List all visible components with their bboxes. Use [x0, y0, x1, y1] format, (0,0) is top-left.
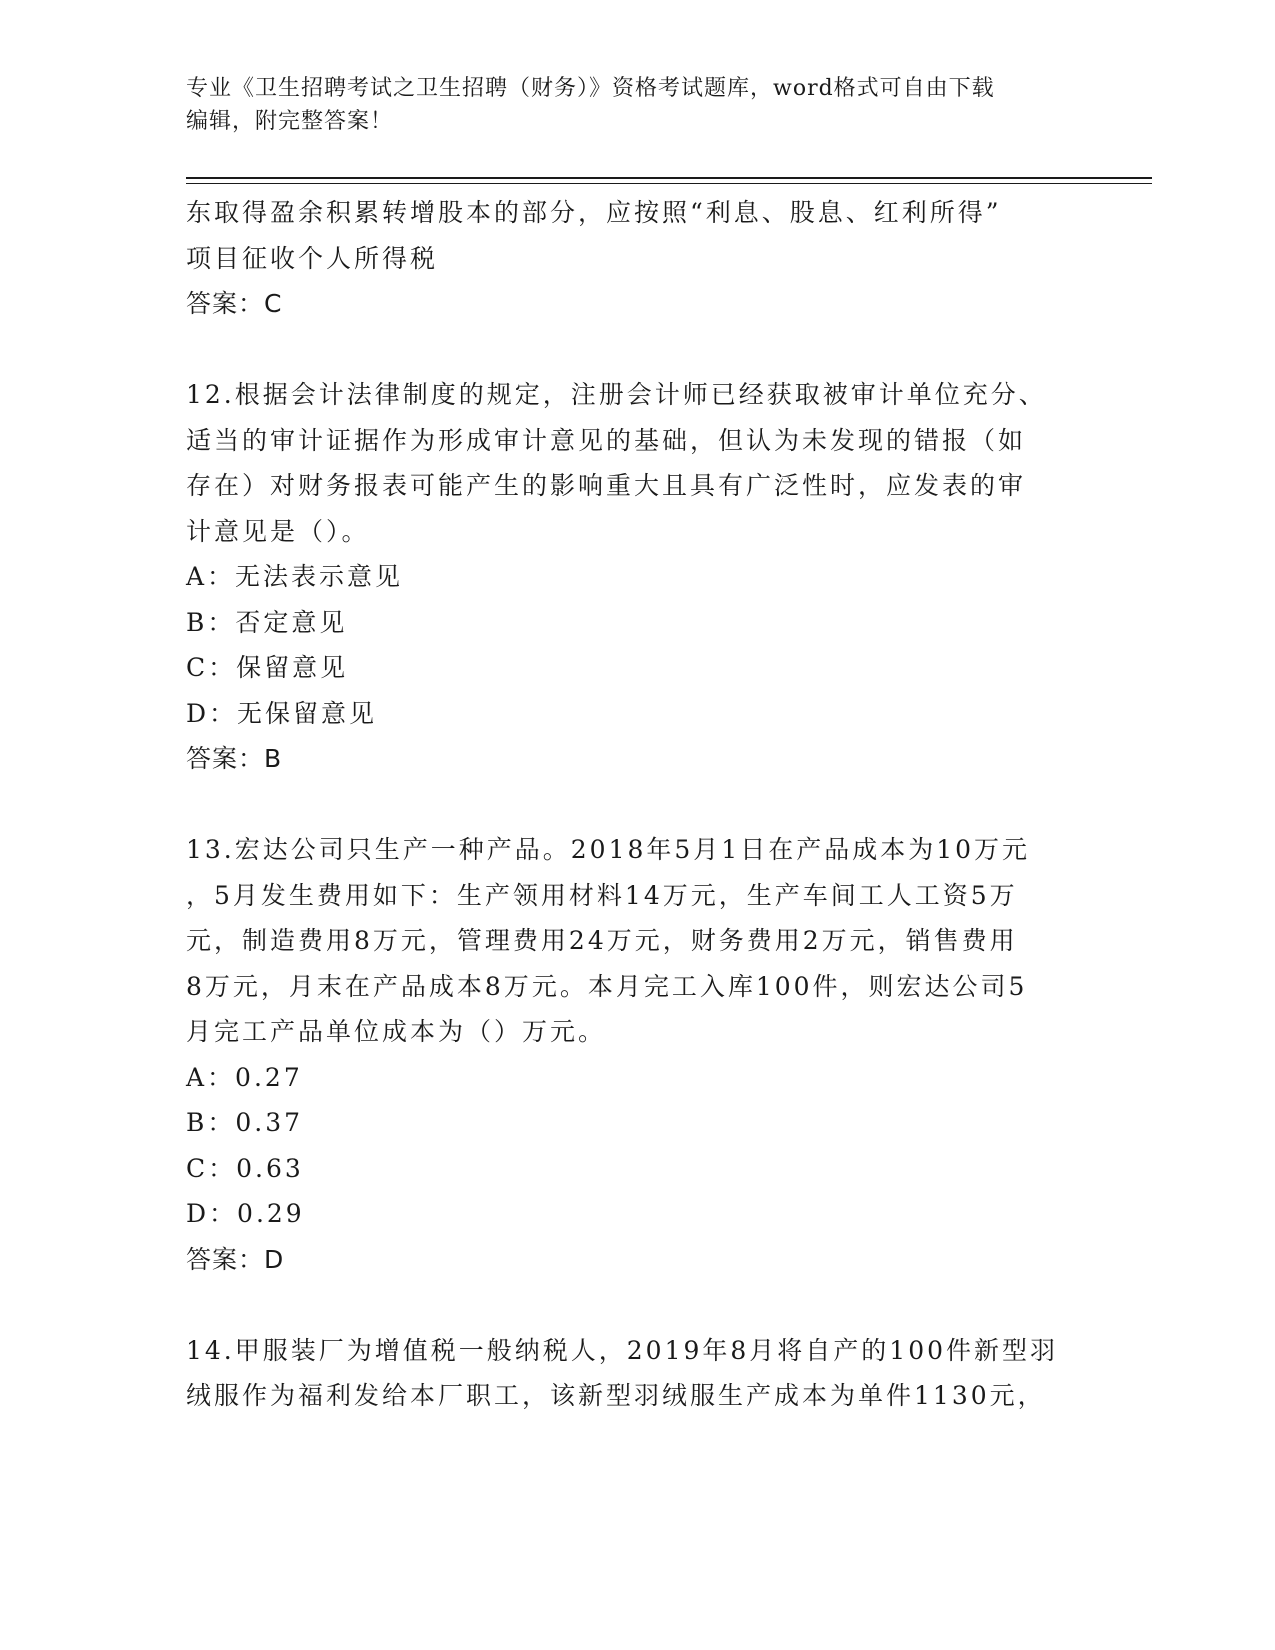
question-13-line-5: 月完工产品单位成本为（）万元。 — [186, 1017, 607, 1046]
question-12-answer: 答案：B — [186, 744, 283, 773]
question-12-option-d: D：无保留意见 — [186, 698, 378, 728]
spacer — [186, 1282, 1076, 1328]
question-13-option-a: A：0.27 — [186, 1062, 303, 1092]
question-12-option-b: B：否定意见 — [186, 607, 348, 637]
question-13-line-1: 13.宏达公司只生产一种产品。2018年5月1日在产品成本为10万元 — [186, 835, 1031, 864]
question-14-line-1: 14.甲服装厂为增值税一般纳税人，2019年8月将自产的100件新型羽 — [186, 1335, 1059, 1365]
continuation-line-2: 项目征收个人所得税 — [186, 243, 439, 273]
question-12-line-4: 计意见是（）。 — [186, 516, 370, 546]
question-12-line-3: 存在）对财务报表可能产生的影响重大且具有广泛性时，应发表的审 — [186, 471, 1027, 500]
header-line-1: 专业《卫生招聘考试之卫生招聘（财务）》资格考试题库，word格式可自由下载 — [186, 76, 995, 101]
header-divider-thin — [186, 183, 1152, 184]
document-body — [186, 190, 1076, 1419]
question-13-option-d: D：0.29 — [186, 1199, 305, 1228]
question-14-line-2: 绒服作为福利发给本厂职工，该新型羽绒服生产成本为单件1130元， — [186, 1381, 1046, 1410]
question-13-option-c: C：0.63 — [186, 1153, 304, 1183]
question-13-answer: 答案：D — [186, 1244, 285, 1274]
spacer — [186, 327, 1076, 373]
continuation-answer: 答案：C — [186, 289, 283, 318]
question-13 — [186, 827, 1076, 1282]
question-12-line-2: 适当的审计证据作为形成审计意见的基础，但认为未发现的错报（如 — [186, 425, 1027, 455]
continuation-line-1: 东取得盈余积累转增股本的部分，应按照“利息、股息、红利所得” — [186, 198, 1002, 227]
question-13-line-2: ，5月发生费用如下：生产领用材料14万元，生产车间工人工资5万 — [186, 880, 1018, 910]
question-13-line-3: 元，制造费用8万元，管理费用24万元，财务费用2万元，销售费用 — [186, 926, 1018, 955]
question-14 — [186, 1328, 1076, 1419]
question-12-line-1: 12.根据会计法律制度的规定，注册会计师已经获取被审计单位充分、 — [186, 380, 1047, 409]
question-12-option-a: A：无法表示意见 — [186, 562, 404, 591]
spacer — [186, 782, 1076, 828]
document-header — [186, 72, 1066, 138]
question-13-option-b: B：0.37 — [186, 1108, 304, 1137]
question-13-line-4: 8万元，月末在产品成本8万元。本月完工入库100件，则宏达公司5 — [186, 971, 1028, 1001]
question-12 — [186, 372, 1076, 782]
continuation-block — [186, 190, 1076, 327]
header-divider-thick — [186, 177, 1152, 179]
header-line-2: 编辑，附完整答案！ — [186, 109, 394, 134]
question-12-option-c: C：保留意见 — [186, 653, 349, 682]
